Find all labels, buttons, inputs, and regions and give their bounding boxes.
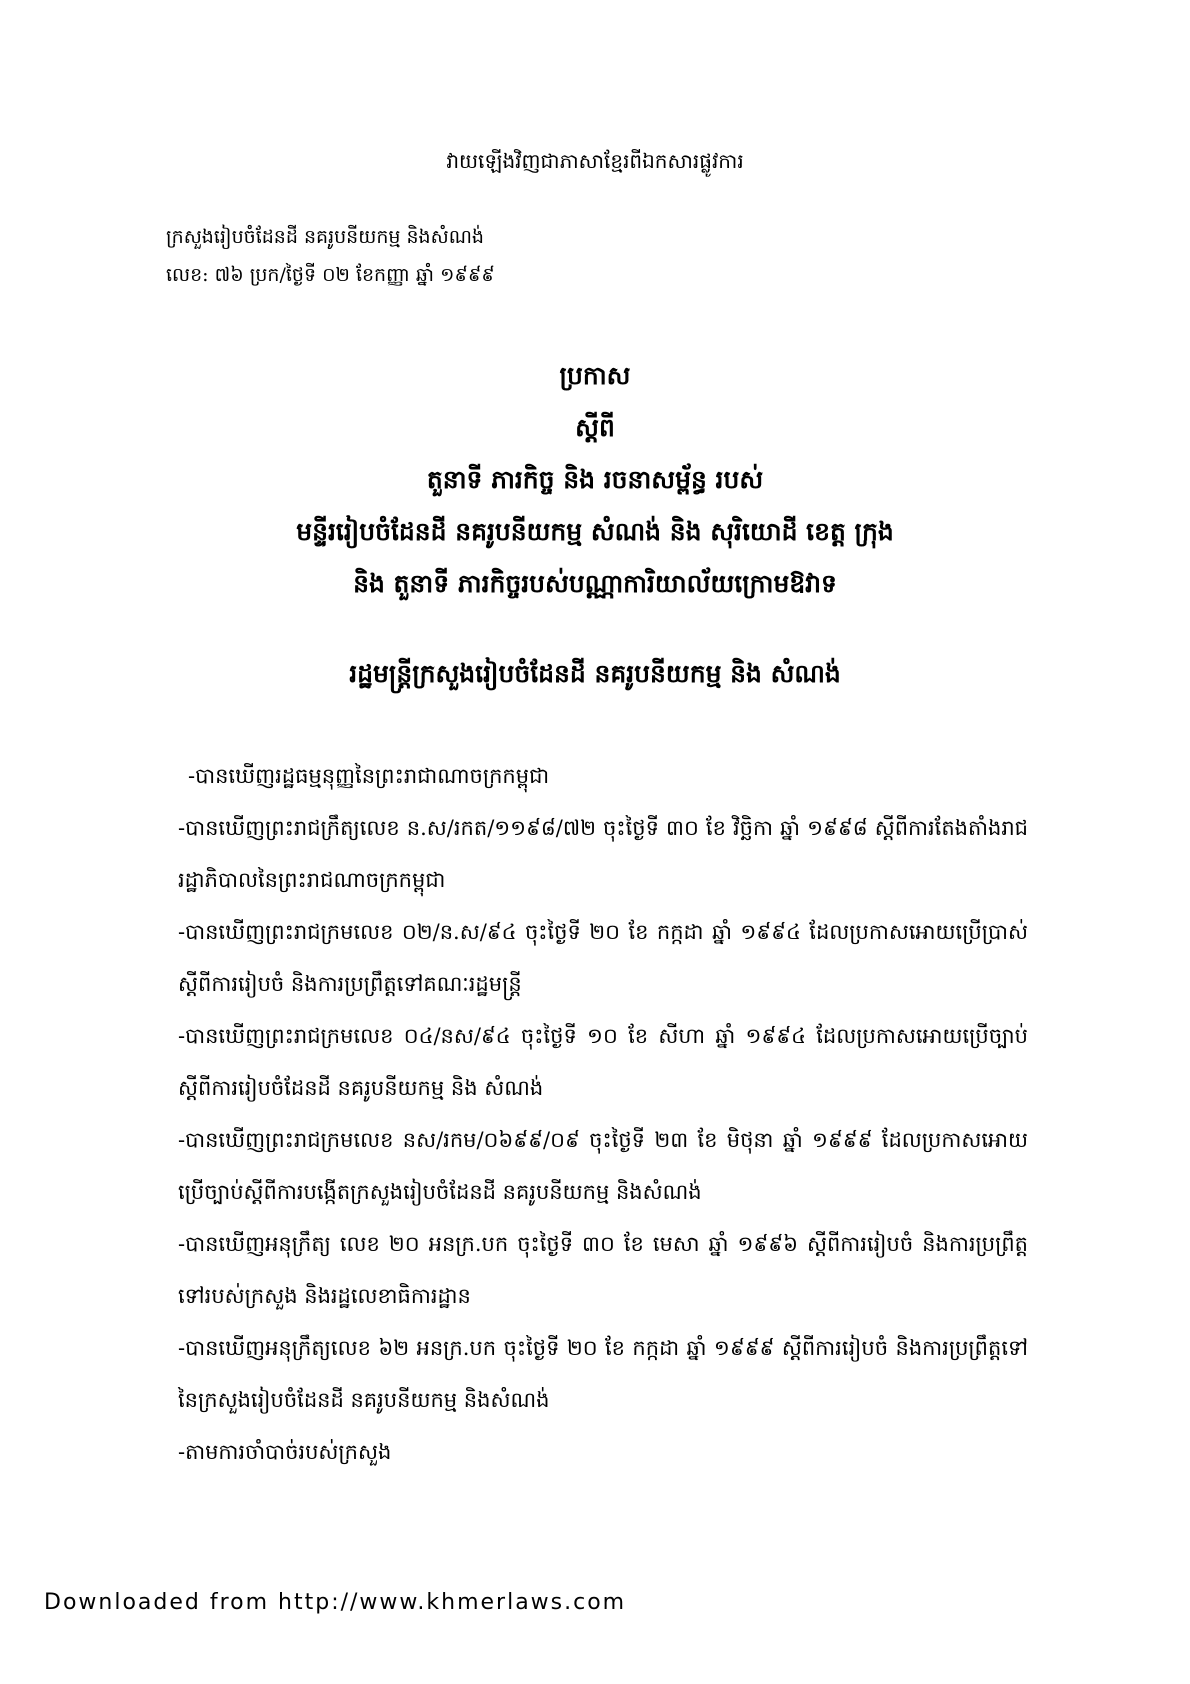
body-item: -បានឃើញព្រះរាជក្រមលេខ នស/រកម/០៦៩៩/០៩ ចុះថ្ងៃទី ២៣ ខែ មិថុនា ឆ្នាំ ១៩៩៩ ដែលប្រកាសអោយប្រើច្បាប់ស្តីពីការបង្កើតក្រសួងរៀបចំដែនដី នគរូបនីយកម្ម និងសំណង់ <box>178 1128 1028 1204</box>
document-header <box>166 218 495 294</box>
body-item: -បានឃើញព្រះរាជក្រឹត្យលេខ ន.ស/រកត/១១៩៨/៧២ ចុះថ្ងៃទី ៣០ ខែ វិច្ឆិកា ឆ្នាំ ១៩៩៨ ស្តីពីការតែងតាំងរាជរដ្ឋាភិបាលនៃព្រះរាជណាចក្រកម្ពុជា <box>178 816 1028 892</box>
title-line-5: និង តួនាទី ភារកិច្ចរបស់បណ្ណាការិយាល័យក្រោមឱវាទ <box>353 569 837 598</box>
body-item: -បានឃើញអនុក្រឹត្យលេខ ៦២ អនក្រ.បក ចុះថ្ងៃទី ២០ ខែ កក្កដា ឆ្នាំ ១៩៩៩ ស្តីពីការរៀបចំ និងការប្រព្រឹត្តទៅនៃក្រសួងរៀបចំដែនដី នគរូបនីយកម្ម និងសំណង់ <box>178 1336 1028 1412</box>
retyped-note: វាយឡើងវិញជាភាសាខ្មែរពីឯកសារផ្លូវការ <box>446 149 744 173</box>
title-line-4: មន្ទីររៀបចំដែនដី នគរូបនីយកម្ម សំណង់ និង សុរិយោដី ខេត្ត ក្រុង <box>296 517 894 546</box>
reference-number: លេខ: ៧៦ ប្រក/ថ្ងៃទី ០២ ខែកញ្ញា ឆ្នាំ ១៩៩៩ <box>166 264 495 286</box>
title-line-1: ប្រកាស <box>559 361 631 390</box>
minister-line: រដ្ឋមន្ត្រីក្រសួងរៀបចំដែនដី នគរូបនីយកម្ម និង សំណង់ <box>349 659 841 688</box>
body-item: -បានឃើញព្រះរាជក្រមលេខ ០២/ន.ស/៩៤ ចុះថ្ងៃទី ២០ ខែ កក្កដា ឆ្នាំ ១៩៩៤ ដែលប្រកាសអោយប្រើប្រាស់ ស្តីពីការរៀបចំ និងការប្រព្រឹត្តទៅគណៈរដ្ឋមន្ត្រី <box>178 920 1028 996</box>
document-title <box>0 350 1190 610</box>
title-line-3: តួនាទី ភារកិច្ច និង រចនាសម្ព័ន្ធ របស់ <box>426 465 764 494</box>
document-body <box>178 750 1028 1478</box>
download-footer: Downloaded from http://www.khmerlaws.com <box>44 1590 627 1615</box>
body-item: -បានឃើញរដ្ឋធម្មនុញ្ញនៃព្រះរាជាណាចក្រកម្ពុជា <box>188 764 550 788</box>
title-line-2: ស្តីពី <box>575 413 615 442</box>
body-item: -បានឃើញអនុក្រឹត្យ លេខ ២០ អនក្រ.បក ចុះថ្ងៃទី ៣០ ខែ មេសា ឆ្នាំ ១៩៩៦ ស្តីពីការរៀបចំ និងការប្រព្រឹត្តទៅរបស់ក្រសួង និងរដ្ឋលេខាធិការដ្ឋាន <box>178 1232 1028 1308</box>
body-item: -តាមការចាំបាច់របស់ក្រសួង <box>178 1440 392 1464</box>
body-item: -បានឃើញព្រះរាជក្រមលេខ ០៤/នស/៩៤ ចុះថ្ងៃទី ១០ ខែ សីហា ឆ្នាំ ១៩៩៤ ដែលប្រកាសអោយប្រើច្បាប់ ស្តីពីការរៀបចំដែនដី នគរូបនីយកម្ម និង សំណង់ <box>178 1024 1028 1100</box>
ministry-name: ក្រសួងរៀបចំដែនដី នគរូបនីយកម្ម និងសំណង់ <box>166 226 484 248</box>
